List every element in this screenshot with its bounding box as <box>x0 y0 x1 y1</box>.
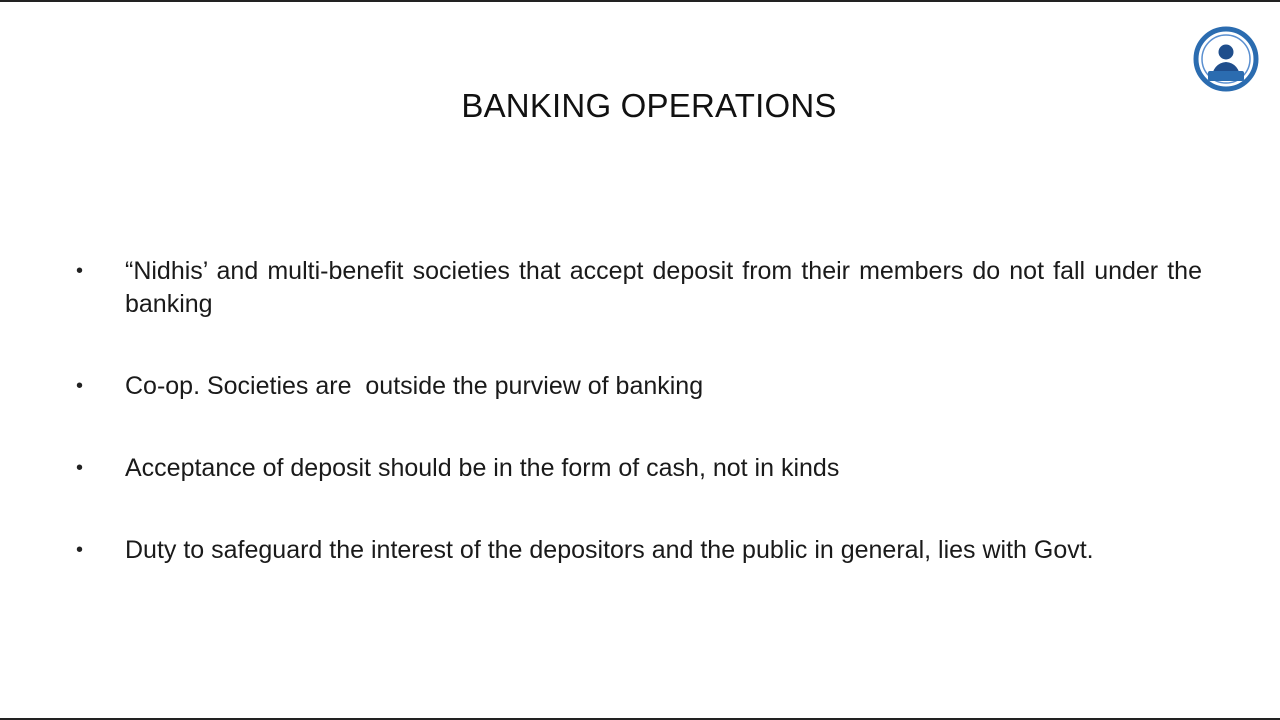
bullet-text: “Nidhis’ and multi-benefit societies that accept deposit from their members do not fall under the banking <box>125 257 1202 318</box>
bullet-item <box>76 370 1202 403</box>
bullet-text: Acceptance of deposit should be in the form of cash, not in kinds <box>125 454 840 482</box>
bullet-text: Co-op. Societies are outside the purview of banking <box>125 372 704 400</box>
bullet-marker: • <box>76 375 84 397</box>
bullet-marker: • <box>76 457 84 479</box>
bullet-item <box>76 452 1202 485</box>
bullet-item <box>76 534 1202 567</box>
presenter-logo-icon <box>1193 26 1259 92</box>
bullet-text: Duty to safeguard the interest of the depositors and the public in general, lies with Govt. <box>125 536 1094 564</box>
bullet-item <box>76 255 1202 321</box>
bullet-list <box>76 255 1202 567</box>
bullet-marker: • <box>76 260 84 282</box>
slide-title: BANKING OPERATIONS <box>461 87 837 124</box>
bullet-marker: • <box>76 539 84 561</box>
